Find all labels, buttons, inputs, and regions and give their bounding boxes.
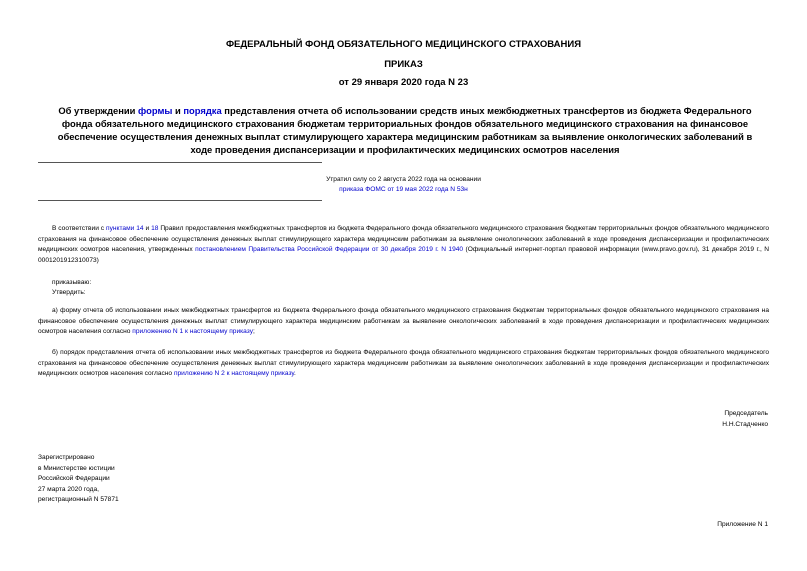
title-link-form[interactable]: формы [138, 105, 173, 116]
item-a-paragraph [38, 306, 769, 338]
p5-text-a: б) порядок представления отчета об использовании иных межбюджетных трансфертов из бюджета Федерального фонда обязательного медицинского страхования бюджетам территориальных фондов обязательного медицинского страхования на финансовое обеспечение осуществления денежных выплат стимулирующего характера медицинским работникам за выявление онкологических заболеваний в ходе проведения диспансеризации и профилактических медицинских осмотров населения согласно [38, 349, 769, 377]
status-line: Утратил силу со 2 августа 2022 года на основании [326, 176, 481, 183]
registration-block [38, 453, 119, 506]
registration-line-1: Зарегистрировано [38, 454, 95, 461]
title-link-procedure[interactable]: порядка [183, 105, 222, 116]
status-note [300, 175, 507, 195]
p1-text-a: В соответствии с [52, 225, 107, 232]
registration-line-2: в Министерстве юстиции [38, 464, 115, 472]
item-b-paragraph [38, 348, 769, 380]
p4-text-b: ; [253, 328, 255, 335]
status-link[interactable]: приказа ФОМС от 19 мая 2022 года N 53н [339, 186, 468, 193]
document-type: ПРИКАЗ [384, 59, 423, 70]
p1-link-point-18[interactable]: 18 [151, 225, 159, 232]
p1-text-b: и [143, 225, 152, 232]
p4-text-a: а) форму отчета об использовании иных межбюджетных трансфертов из бюджета Федерального фонда обязательного медицинского страхования бюджетам территориальных фондов обязательного медицинского страхования на финансовое обеспечение осуществления денежных выплат стимулирующего характера медицинским работникам за выявление онкологических заболеваний в ходе проведения диспансеризации и профилактических медицинских осмотров населения согласно [38, 307, 769, 335]
signature-position: Председатель [724, 410, 768, 417]
registration-line-3: Российской Федерации [38, 475, 110, 482]
p1-text-c: Правил предоставления межбюджетных трансфертов из бюджета Федерального фонда обязательного медицинского страхования бюджетам территориальных фондов обязательного медицинского страхования на финансовое обеспечение осуществления денежных выплат стимулирующего характера медицинским работникам за выявление онкологических заболеваний в ходе проведения диспансеризации и профилактических медицинских осмотров населения, утвержденных [38, 225, 769, 253]
p5-text-b: . [294, 370, 296, 377]
p1-text-d: (Официальный интернет-портал правовой информации (www.pravo.gov.ru), 31 декабря 2019 г., N 0001201912310073) [38, 246, 769, 264]
title-middle: и [172, 105, 184, 116]
approve-word: Утвердить: [52, 289, 86, 296]
divider-bottom [38, 200, 322, 201]
p4-link-appendix-1[interactable]: приложению N 1 к настоящему приказу [132, 328, 254, 335]
registration-line-5: регистрационный N 57871 [38, 496, 119, 503]
title-prefix: Об утверждении [58, 105, 139, 116]
document-title [50, 104, 760, 156]
p1-link-points-14[interactable]: пунктами 14 [106, 225, 144, 232]
title-rest: представления отчета об использовании средств иных межбюджетных трансфертов из бюджета Федерального фонда обязательного медицинского страхования бюджетам территориальных фондов обязательного медицинского страхования на финансовое обеспечение осуществления денежных выплат стимулирующего характера медицинским работникам за выявление онкологических заболеваний в ходе проведения диспансеризации и профилактических медицинских осмотров населения [57, 105, 753, 155]
divider-top [38, 162, 322, 163]
document-date-number: от 29 января 2020 года N 23 [338, 77, 469, 88]
order-word: приказываю: [52, 279, 92, 286]
signature-block [722, 408, 768, 430]
signature-name: Н.Н.Стадченко [722, 421, 768, 428]
organization-name: ФЕДЕРАЛЬНЫЙ ФОНД ОБЯЗАТЕЛЬНОГО МЕДИЦИНСКОГО СТРАХОВАНИЯ [225, 39, 582, 50]
p5-link-appendix-2[interactable]: приложению N 2 к настоящему приказу [173, 370, 295, 377]
appendix-label: Приложение N 1 [717, 521, 768, 528]
p1-link-resolution[interactable]: постановлением Правительства Российской Федерации от 30 декабря 2019 г. N 1940 [195, 246, 464, 253]
preamble-paragraph [38, 224, 769, 266]
registration-line-4: 27 марта 2020 года, [38, 485, 99, 493]
